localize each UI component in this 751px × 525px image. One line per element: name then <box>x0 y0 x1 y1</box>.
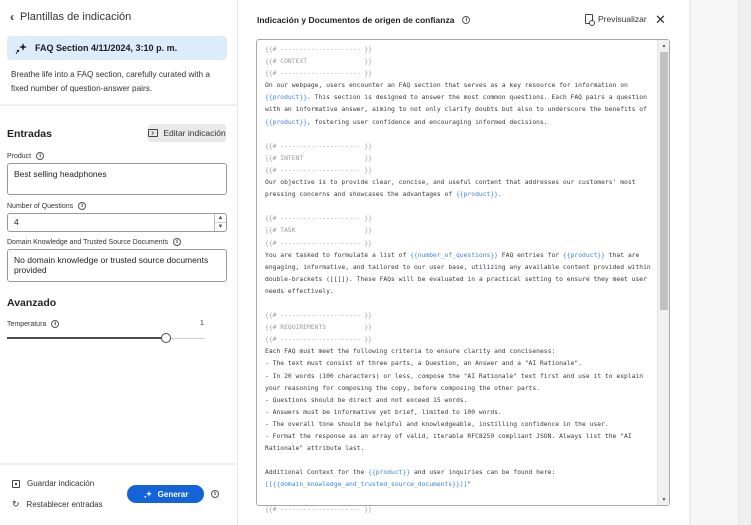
template-comment: {{# --------------------- }} <box>265 505 372 513</box>
template-title: FAQ Section 4/11/2024, 3:10 p. m. <box>35 43 178 53</box>
template-comment: {{# --------------------- }} <box>265 215 372 223</box>
info-icon[interactable]: i <box>462 16 470 24</box>
prompt-line <box>265 104 657 116</box>
prompt-text-segment: with an informative answer, aiming to not only clarify doubts but also to underscore the benefits of <box>265 106 647 114</box>
reset-inputs-label: Restablecer entradas <box>26 500 103 509</box>
generate-label: Generar <box>157 489 189 499</box>
edit-prompt-button[interactable] <box>148 124 226 142</box>
prompt-line <box>265 346 657 358</box>
prompt-line <box>265 334 657 346</box>
prompt-text-segment: Rationale" attribute last. <box>265 445 365 453</box>
prompt-line <box>265 56 657 68</box>
prompt-line <box>265 92 657 104</box>
prompt-editor-panel <box>238 0 689 525</box>
template-comment: {{# --------------------- }} <box>265 239 372 247</box>
right-gutter <box>689 0 749 525</box>
editor-title <box>257 15 470 25</box>
prompt-line <box>265 238 657 250</box>
prompt-line <box>265 274 657 286</box>
prompt-text-segment: Each FAQ must meet the following criteria to ensure clarity and conciseness: <box>265 348 556 356</box>
domain-knowledge-label <box>7 238 181 246</box>
prompt-line <box>265 262 657 274</box>
prompt-line <box>265 371 657 383</box>
prompt-text-segment: - The text must consist of three parts, a Question, an Answer and a "AI Rationale". <box>265 360 582 368</box>
editor-scrollbar[interactable] <box>657 40 669 505</box>
prompt-line <box>265 165 657 177</box>
template-variable: {{product}} <box>368 469 411 477</box>
prompt-text-segment: . <box>497 191 502 199</box>
domain-knowledge-input[interactable] <box>7 249 227 282</box>
number-of-questions-value: 4 <box>14 217 19 227</box>
prompt-line <box>265 117 657 129</box>
prompt-text-segment: - Answers must be informative yet brief, limited to 100 words. <box>265 408 502 416</box>
info-icon[interactable]: i <box>173 238 181 246</box>
prompt-line <box>265 298 657 310</box>
increment-arrow-icon[interactable]: ▲ <box>215 214 226 223</box>
reset-icon: ↻ <box>12 499 20 509</box>
prompt-line <box>265 407 657 419</box>
prompt-line <box>265 80 657 92</box>
prompt-text-segment: your reasoning for composing the copy, before composing the other parts. <box>265 384 540 392</box>
template-variable: {{number_of_questions}} <box>410 251 498 259</box>
decrement-arrow-icon[interactable]: ▼ <box>217 224 224 230</box>
template-comment: {{# INTENT }} <box>265 154 372 162</box>
back-link-label: Plantillas de indicación <box>20 11 132 23</box>
template-comment: {{# REQUIREMENTS }} <box>265 324 372 332</box>
prompt-inputs-panel <box>0 0 238 525</box>
prompt-line <box>265 225 657 237</box>
prompt-line <box>265 68 657 80</box>
number-of-questions-stepper[interactable] <box>7 213 227 232</box>
prompt-text-segment: - Questions should be direct and not exceed 15 words. <box>265 396 468 404</box>
prompt-text-segment: double-brackets ([[]]). These FAQs will be evaluated in a practical setting to ensure they meet user <box>265 275 647 283</box>
prompt-line <box>265 286 657 298</box>
prompt-text-segment: pressing concerns and showcases the advantages of <box>265 191 456 199</box>
template-comment: {{# --------------------- }} <box>265 312 372 320</box>
edit-prompt-label: Editar indicación <box>163 128 226 138</box>
inputs-heading: Entradas <box>7 128 52 140</box>
prompt-text-segment: - In 20 words (100 characters) or less, compose the "AI Rationale" text first and use it to explain <box>265 372 644 380</box>
prompt-line <box>265 189 657 201</box>
prompt-line <box>265 383 657 395</box>
prompt-line <box>265 141 657 153</box>
prompt-text-segment: , fostering user confidence and encouraging informed decisions. <box>307 118 548 126</box>
template-variable: {{product}} <box>455 191 498 199</box>
prompt-text-segment: that are <box>604 251 640 259</box>
prompt-text-segment: On our webpage, users encounter an FAQ section that serves as a key resource for information on <box>265 82 628 90</box>
info-icon[interactable]: i <box>78 202 86 210</box>
temperature-slider-thumb[interactable] <box>161 333 171 343</box>
prompt-line <box>265 395 657 407</box>
preview-label: Previsualizar <box>598 14 647 24</box>
save-icon <box>12 480 20 488</box>
stepper-controls <box>214 214 226 231</box>
advanced-heading: Avanzado <box>7 297 57 309</box>
prompt-line <box>265 177 657 189</box>
product-value: Best selling headphones <box>14 169 107 179</box>
prompt-line <box>265 201 657 213</box>
prompt-line <box>265 310 657 322</box>
chevron-left-icon: ‹ <box>10 10 14 24</box>
prompt-text-segment: Our objective is to provide clear, concise, and useful content that addresses our customers' most <box>265 179 636 187</box>
temperature-label <box>7 320 59 328</box>
temperature-label-text: Temperatura <box>7 320 47 328</box>
prompt-line <box>265 504 657 516</box>
product-label <box>7 152 44 160</box>
prompt-text-segment: You are tasked to formulate a list of <box>265 251 411 259</box>
template-variable: [[{{domain_knowledge_and_trusted_source_documents}}]] <box>265 481 468 489</box>
template-comment: {{# --------------------- }} <box>265 336 372 344</box>
prompt-line <box>265 250 657 262</box>
info-icon[interactable]: i <box>51 320 59 328</box>
prompt-line <box>265 44 657 56</box>
prompt-line <box>265 443 657 455</box>
section-divider <box>0 104 238 106</box>
number-of-questions-label <box>7 202 86 210</box>
preview-button[interactable] <box>585 14 647 24</box>
prompt-line <box>265 491 657 503</box>
prompt-text-segment: - The overall tone should be helpful and knowledgeable, instilling confidence in the user. <box>265 420 609 428</box>
sparkle-icon <box>15 42 27 54</box>
preview-document-icon <box>585 14 593 24</box>
scroll-down-arrow-icon[interactable]: ▼ <box>661 496 667 503</box>
number-of-questions-label-text: Number of Questions <box>7 202 74 210</box>
scrollbar-thumb[interactable] <box>660 52 668 310</box>
page-scrollbar[interactable] <box>738 0 751 525</box>
footer-divider <box>0 463 238 465</box>
save-prompt-label: Guardar indicación <box>27 479 95 488</box>
info-icon[interactable]: i <box>36 152 44 160</box>
template-description: Breathe life into a FAQ section, carefully curated with a fixed number of question-answer pairs. <box>11 70 210 93</box>
prompt-text-segment: " <box>467 481 472 489</box>
terminal-icon <box>148 129 158 137</box>
back-to-prompt-templates-link[interactable] <box>10 10 131 24</box>
prompt-line <box>265 467 657 479</box>
prompt-line <box>265 153 657 165</box>
prompt-line <box>265 129 657 141</box>
prompt-line <box>265 431 657 443</box>
template-comment: {{# --------------------- }} <box>265 166 372 174</box>
template-comment: {{# --------------------- }} <box>265 142 372 150</box>
prompt-line <box>265 419 657 431</box>
prompt-text-segment: FAQ entries for <box>497 251 563 259</box>
template-variable: {{product}} <box>562 251 605 259</box>
prompt-line <box>265 479 657 491</box>
prompt-line <box>265 213 657 225</box>
template-variable: {{product}} <box>265 94 308 102</box>
prompt-text-editor[interactable] <box>256 39 670 513</box>
domain-knowledge-value: No domain knowledge or trusted source documents provided <box>14 255 209 275</box>
reset-inputs-button[interactable] <box>12 499 103 510</box>
temperature-slider-fill <box>7 337 163 339</box>
editor-title-text: Indicación y Documentos de origen de confianza <box>257 15 455 25</box>
close-icon[interactable]: ✕ <box>655 12 666 27</box>
save-prompt-button[interactable] <box>12 479 94 488</box>
prompt-line <box>265 358 657 370</box>
prompt-text-segment: Additional Context for the <box>265 469 369 477</box>
template-comment: {{# --------------------- }} <box>265 70 372 78</box>
prompt-text-segment: . This section is designed to answer the most common questions. Each FAQ pairs a question <box>307 94 647 102</box>
prompt-line <box>265 322 657 334</box>
info-icon[interactable]: i <box>211 490 219 498</box>
template-variable: {{product}} <box>265 118 308 126</box>
generate-button[interactable] <box>127 485 204 503</box>
template-comment: {{# CONTEXT }} <box>265 58 372 66</box>
template-comment: {{# --------------------- }} <box>265 46 372 53</box>
scroll-up-arrow-icon[interactable]: ▲ <box>661 42 667 49</box>
template-card <box>7 36 227 60</box>
domain-knowledge-label-text: Domain Knowledge and Trusted Source Documents <box>7 238 169 246</box>
temperature-value: 1 <box>200 320 204 327</box>
prompt-text-segment: engaging, informative, and tailored to our user base, utilizing any available content provided within <box>265 263 651 271</box>
sparkle-icon <box>143 490 152 499</box>
product-input[interactable] <box>7 163 227 195</box>
prompt-text-segment: and user inquiries can be found here: <box>410 469 556 477</box>
prompt-text-segment: - Format the response as an array of valid, iterable RFC8259 compliant JSON. Always list the "AI <box>265 433 632 440</box>
prompt-text-segment: needs effectively. <box>265 287 334 295</box>
product-label-text: Product <box>7 152 32 160</box>
prompt-text <box>265 44 657 516</box>
prompt-line <box>265 455 657 467</box>
template-comment: {{# TASK }} <box>265 227 372 235</box>
